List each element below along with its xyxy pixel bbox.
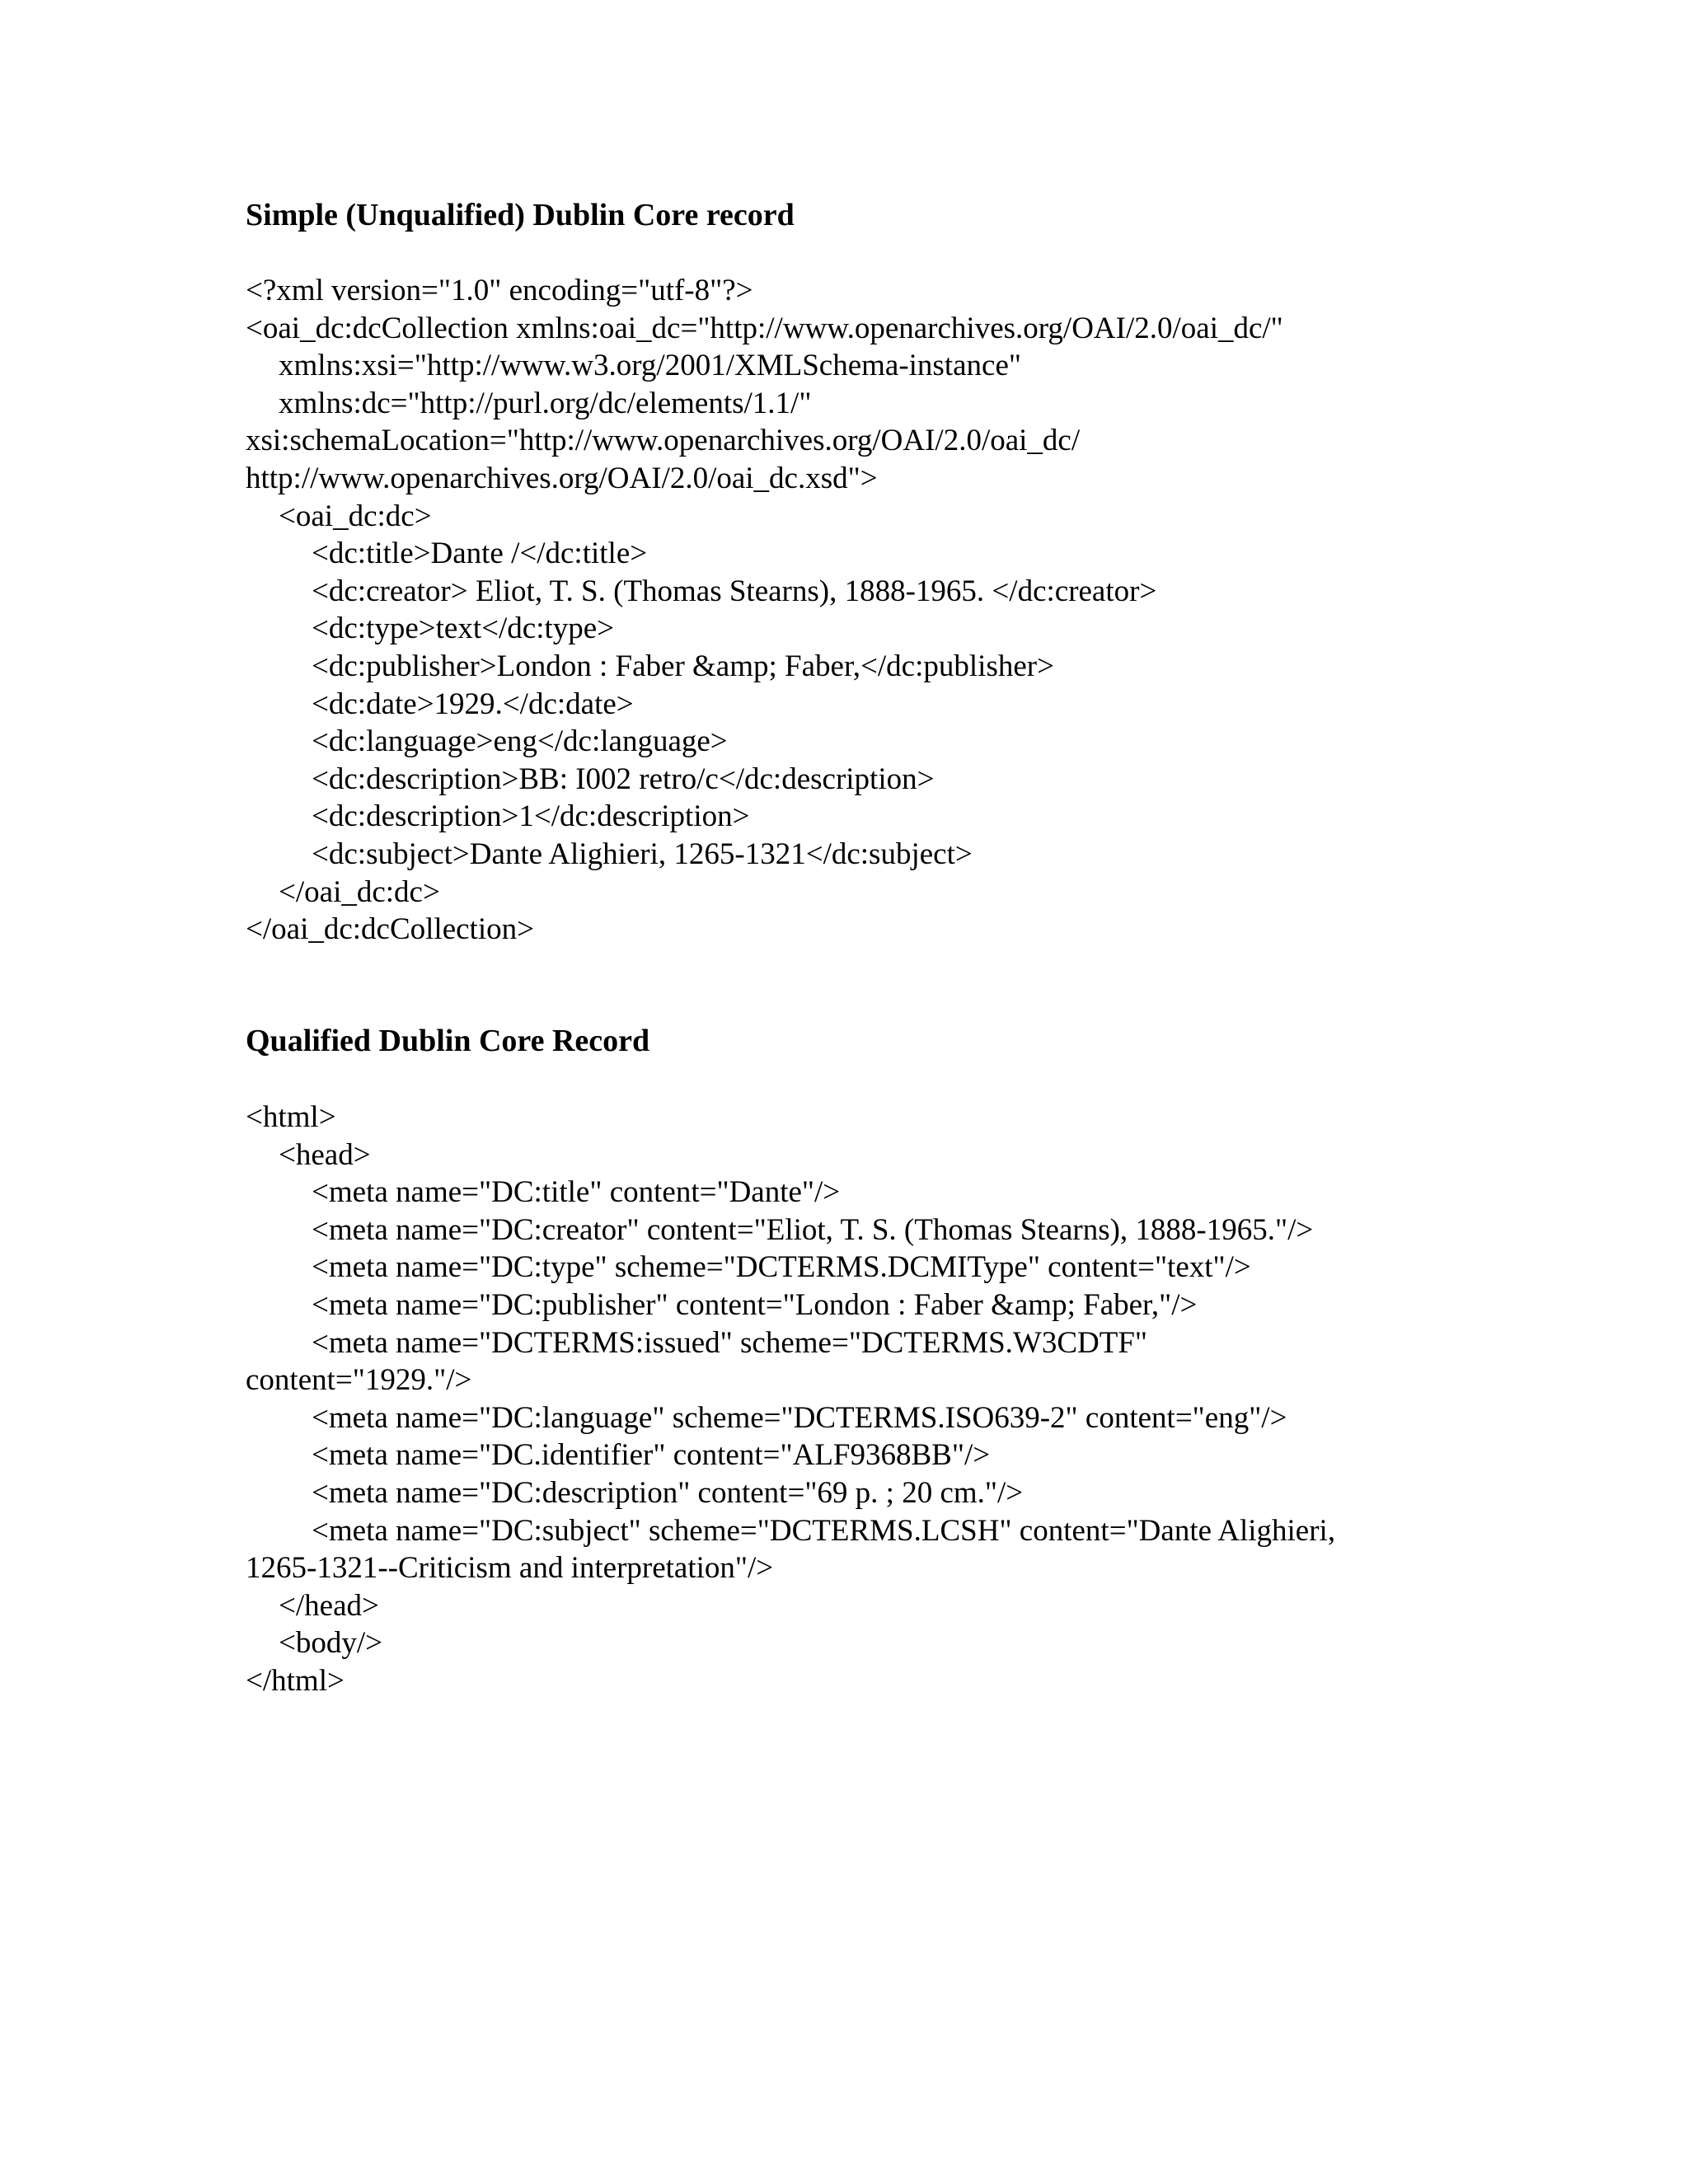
code-line: <meta name="DC:title" content="Dante"/> [312, 1175, 841, 1210]
code-line: <meta name="DC:creator" content="Eliot, T. S. (Thomas Stearns), 1888-1965."/> [312, 1212, 1314, 1247]
simple-dc-code-block [246, 272, 1647, 949]
code-line: <oai_dc:dcCollection xmlns:oai_dc="http://www.openarchives.org/OAI/2.0/oai_dc/" [246, 311, 1283, 345]
code-line: <dc:publisher>London : Faber &amp; Faber,</dc:publisher> [312, 649, 1054, 683]
code-line: content="1929."/> [246, 1363, 472, 1398]
code-line: <dc:date>1929.</dc:date> [312, 687, 634, 721]
code-line: xmlns:dc="http://purl.org/dc/elements/1.1/" [279, 386, 812, 420]
code-line: <meta name="DC:language" scheme="DCTERMS.ISO639-2" content="eng"/> [312, 1400, 1287, 1435]
code-line: <meta name="DCTERMS:issued" scheme="DCTERMS.W3CDTF" [312, 1325, 1148, 1360]
code-line: <body/> [279, 1626, 383, 1661]
code-line: <dc:type>text</dc:type> [312, 612, 615, 646]
simple-dc-heading: Simple (Unqualified) Dublin Core record [246, 198, 795, 232]
code-line: <meta name="DC:subject" scheme="DCTERMS.LCSH" content="Dante Alighieri, [312, 1513, 1336, 1548]
code-line: <dc:description>BB: I002 retro/c</dc:description> [312, 762, 935, 796]
code-line: xsi:schemaLocation="http://www.openarchives.org/OAI/2.0/oai_dc/ [246, 424, 1081, 458]
code-line: <meta name="DC:type" scheme="DCTERMS.DCMIType" content="text"/> [312, 1250, 1251, 1285]
code-line: <dc:language>eng</dc:language> [312, 724, 728, 759]
code-line: <meta name="DC:description" content="69 p. ; 20 cm."/> [312, 1475, 1024, 1510]
code-line: </head> [279, 1588, 379, 1623]
code-line: <meta name="DC:publisher" content="London : Faber &amp; Faber,"/> [312, 1287, 1198, 1322]
code-line: <oai_dc:dc> [279, 499, 432, 533]
code-line: xmlns:xsi="http://www.w3.org/2001/XMLSchema-instance" [279, 349, 1021, 383]
code-line: </oai_dc:dcCollection> [246, 912, 534, 947]
code-line: <dc:description>1</dc:description> [312, 799, 750, 834]
code-line: <?xml version="1.0" encoding="utf-8"?> [246, 274, 753, 307]
code-line: <html> [246, 1100, 336, 1134]
code-line: <head> [279, 1137, 371, 1172]
code-line: </html> [246, 1663, 345, 1698]
code-line: <meta name="DC.identifier" content="ALF9368BB"/> [312, 1438, 991, 1473]
qualified-dc-code-block [246, 1099, 1647, 1700]
code-line: </oai_dc:dc> [279, 874, 440, 909]
code-line: http://www.openarchives.org/OAI/2.0/oai_dc.xsd"> [246, 461, 878, 495]
code-line: <dc:title>Dante /</dc:title> [312, 537, 648, 571]
code-line: 1265-1321--Criticism and interpretation"/> [246, 1551, 774, 1586]
code-line: <dc:creator> Eliot, T. S. (Thomas Stearns), 1888-1965. </dc:creator> [312, 574, 1157, 608]
qualified-dc-heading: Qualified Dublin Core Record [246, 1024, 650, 1058]
code-line: <dc:subject>Dante Alighieri, 1265-1321</dc:subject> [312, 837, 973, 871]
